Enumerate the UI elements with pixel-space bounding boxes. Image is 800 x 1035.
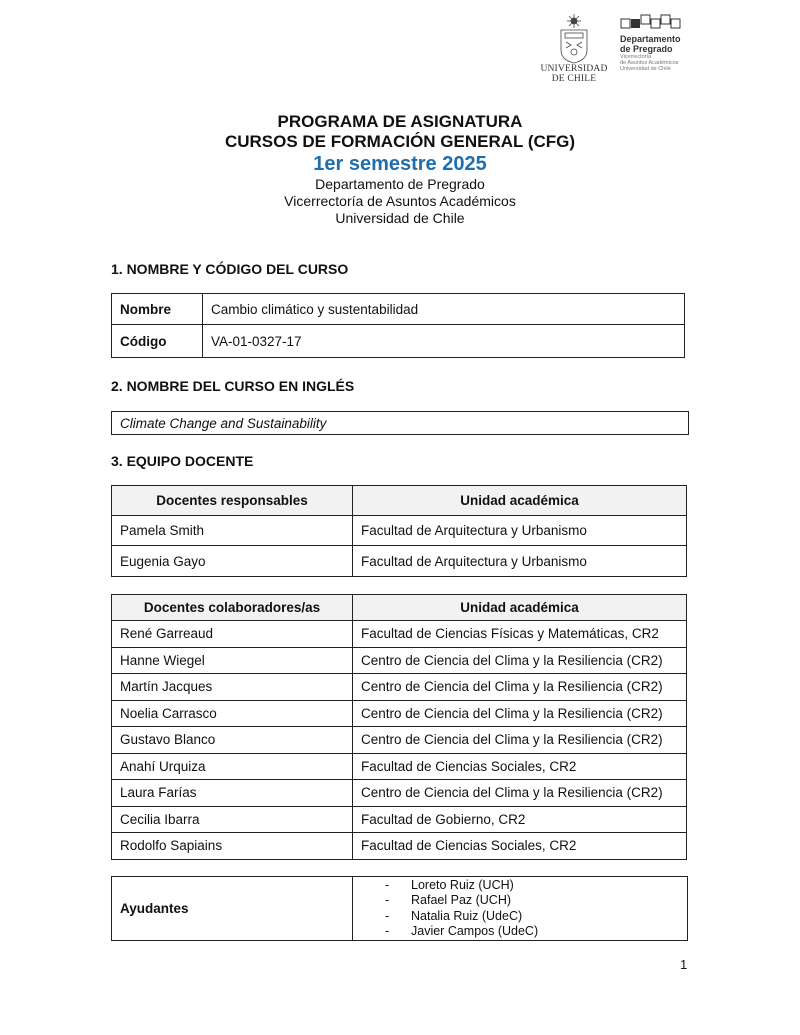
colaboradores-col-header: Docentes colaboradores/as [112, 595, 353, 621]
nombre-label: Nombre [112, 294, 203, 325]
header-logos [534, 14, 694, 86]
program-subtitle: CURSOS DE FORMACIÓN GENERAL (CFG) [224, 132, 576, 151]
program-title: PROGRAMA DE ASIGNATURA [277, 112, 523, 131]
colaborador-name: Noelia Carrasco [112, 700, 353, 727]
squares-logo-icon [620, 14, 686, 30]
semester-label: 1er semestre 2025 [313, 153, 487, 175]
nombre-value: Cambio climático y sustentabilidad [203, 294, 685, 325]
department-line: Departamento de Pregrado [315, 176, 485, 192]
section3-title: 3. EQUIPO DOCENTE [111, 453, 254, 469]
responsables-col-header: Docentes responsables [112, 486, 353, 516]
table-row [112, 412, 689, 435]
ayudantes-list [353, 878, 687, 940]
colaborador-unit: Facultad de Gobierno, CR2 [353, 806, 687, 833]
university-name-line1: UNIVERSIDAD [540, 64, 608, 74]
colaborador-name: Rodolfo Sapiains [112, 833, 353, 860]
table-row [112, 700, 687, 727]
table-row [112, 806, 687, 833]
universidad-de-chile-logo [534, 14, 614, 86]
table-row [112, 325, 685, 358]
ayudante-name: Javier Campos (UdeC) [411, 924, 539, 938]
colaborador-unit: Centro de Ciencia del Clima y la Resiliencia (CR2) [353, 727, 687, 754]
colaborador-name: René Garreaud [112, 621, 353, 648]
dept-logo-title2: de Pregrado [620, 44, 673, 54]
responsable-name: Eugenia Gayo [112, 546, 353, 577]
dept-logo-sub2: de Asuntos Académicos [620, 60, 679, 66]
table-row [112, 753, 687, 780]
table-row [112, 780, 687, 807]
ayudantes-label: Ayudantes [112, 877, 353, 941]
colaborador-name: Hanne Wiegel [112, 647, 353, 674]
colaborador-name: Cecilia Ibarra [112, 806, 353, 833]
table-header-row [112, 486, 687, 516]
document-header [0, 112, 800, 227]
table-row [112, 294, 685, 325]
colaborador-name: Gustavo Blanco [112, 727, 353, 754]
responsable-unit: Facultad de Arquitectura y Urbanismo [353, 516, 687, 546]
table-row [112, 727, 687, 754]
codigo-value: VA-01-0327-17 [203, 325, 685, 358]
section2-title: 2. NOMBRE DEL CURSO EN INGLÉS [111, 378, 355, 394]
university-name-line2: DE CHILE [551, 74, 597, 84]
unidad-col-header: Unidad académica [353, 595, 687, 621]
page-number: 1 [680, 957, 688, 972]
table-row [112, 546, 687, 577]
list-item: - Javier Campos (UdeC) [385, 924, 539, 938]
ayudante-name: Rafael Paz (UCH) [411, 893, 512, 907]
section1-title: 1. NOMBRE Y CÓDIGO DEL CURSO [111, 261, 349, 277]
colaborador-name: Laura Farías [112, 780, 353, 807]
colaborador-name: Martín Jacques [112, 674, 353, 701]
dept-logo-title1: Departamento [620, 34, 681, 44]
responsable-name: Pamela Smith [112, 516, 353, 546]
list-item: - Loreto Ruiz (UCH) [385, 877, 514, 892]
table-row [112, 674, 687, 701]
table-row [112, 833, 687, 860]
table-row [112, 647, 687, 674]
colaborador-unit: Facultad de Ciencias Sociales, CR2 [353, 833, 687, 860]
colaborador-unit: Facultad de Ciencias Sociales, CR2 [353, 753, 687, 780]
vicerrectoria-line: Vicerrectoría de Asuntos Académicos [284, 193, 516, 209]
table-row [112, 621, 687, 648]
colaborador-unit: Centro de Ciencia del Clima y la Resiliencia (CR2) [353, 700, 687, 727]
departamento-pregrado-logo [620, 14, 696, 86]
responsable-unit: Facultad de Arquitectura y Urbanismo [353, 546, 687, 577]
colaborador-name: Anahí Urquiza [112, 753, 353, 780]
english-name-table [111, 411, 689, 435]
colaborador-unit: Facultad de Ciencias Físicas y Matemáticas, CR2 [353, 621, 687, 648]
ayudante-name: Loreto Ruiz (UCH) [411, 877, 514, 892]
ayudante-name: Natalia Ruiz (UdeC) [411, 908, 523, 923]
codigo-label: Código [112, 325, 203, 358]
unidad-col-header: Unidad académica [353, 486, 687, 516]
dept-logo-sub1: Vicerrectoría [620, 54, 652, 60]
english-name-value: Climate Change and Sustainability [112, 412, 689, 435]
list-item: - Natalia Ruiz (UdeC) [385, 908, 523, 923]
university-shield-icon [557, 14, 591, 64]
university-line: Universidad de Chile [335, 210, 465, 226]
responsables-table [111, 485, 687, 577]
course-name-code-table [111, 293, 685, 358]
colaboradores-table [111, 594, 687, 860]
list-item: - Rafael Paz (UCH) [385, 893, 512, 907]
table-row [112, 877, 688, 941]
colaborador-unit: Centro de Ciencia del Clima y la Resiliencia (CR2) [353, 780, 687, 807]
colaborador-unit: Centro de Ciencia del Clima y la Resiliencia (CR2) [353, 674, 687, 701]
table-row [112, 516, 687, 546]
dept-logo-sub3: Universidad de Chile [620, 66, 671, 72]
colaborador-unit: Centro de Ciencia del Clima y la Resiliencia (CR2) [353, 647, 687, 674]
table-header-row [112, 595, 687, 621]
ayudantes-table [111, 876, 688, 941]
